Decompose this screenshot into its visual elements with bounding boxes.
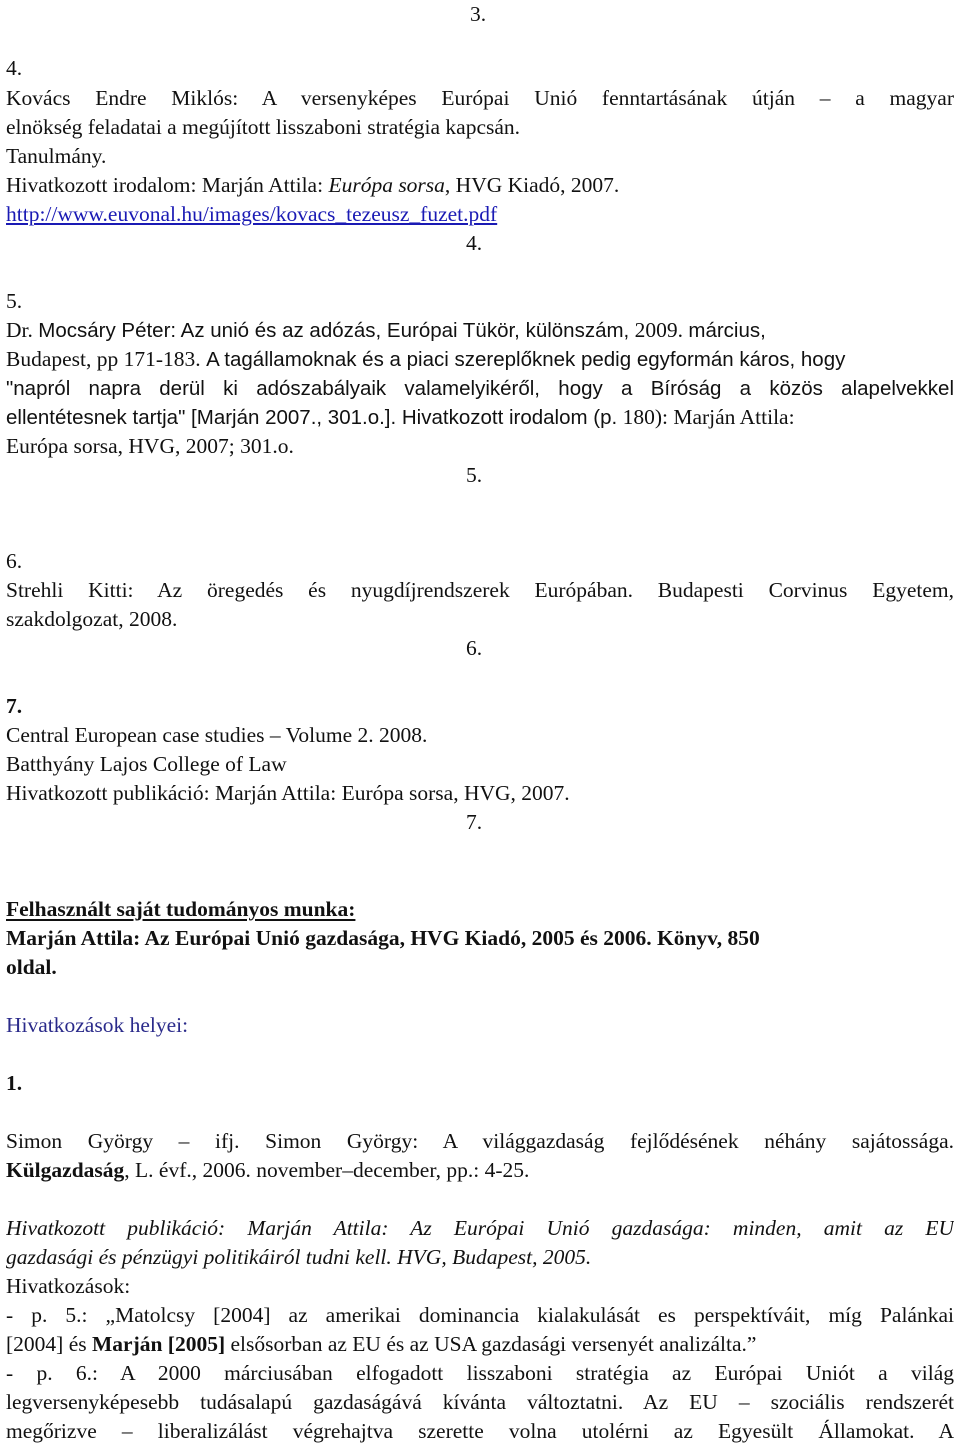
own-work-line-1: Marján Attila: Az Európai Unió gazdasága, HVG Kiadó, 2005 és 2006. Könyv, 850 (6, 926, 760, 950)
entry-5-line-1-year: 2009. (629, 318, 689, 342)
entry-4-line-1: Kovács Endre Miklós: A versenyképes Európai Unió fenntartásának útján – a magyar (6, 86, 954, 110)
citation-1-references-label: Hivatkozások: (6, 1274, 131, 1298)
citation-1-publication-line-2: gazdasági és pénzügyi politikáiról tudni kell. HVG, Budapest, 2005. (6, 1245, 592, 1269)
entry-4-reference-suffix: , HVG Kiadó, 2007. (444, 173, 620, 197)
entry-4-reference-prefix: Hivatkozott irodalom: Marján Attila: (6, 173, 329, 197)
entry-4-marker: 4. (466, 231, 483, 255)
entry-5-line-1-prefix: Dr. (6, 318, 39, 342)
reference-1-line-2-end: elsősorban az EU és az USA gazdasági versenyét analizálta.” (225, 1332, 757, 1356)
entry-7-number: 7. (6, 694, 23, 718)
citation-1-number: 1. (6, 1071, 23, 1095)
citations-heading: Hivatkozások helyei: (6, 1013, 189, 1037)
entry-5-line-1-suffix: március, (688, 319, 766, 342)
entry-6-number: 6. (6, 549, 23, 573)
page-number: 3. (470, 2, 487, 26)
entry-4-line-2: elnökség feladatai a megújított lisszaboni stratégia kapcsán. (6, 115, 521, 139)
entry-4-reference-title: Európa sorsa (328, 173, 445, 197)
entry-7-line-2: Batthyány Lajos College of Law (6, 752, 287, 776)
entry-4-reference (6, 171, 954, 200)
citation-1-line-1: Simon György – ifj. Simon György: A világgazdaság fejlődésének néhány sajátossága. (6, 1129, 954, 1153)
entry-5-line-4-quote: ellentétesnek tartja" [Marján 2007., 301.o.]. Hivatkozott irodalom (p. (6, 406, 618, 429)
entry-6-marker: 6. (466, 636, 483, 660)
entry-5-number: 5. (6, 289, 23, 313)
own-work-heading: Felhasznált saját tudományos munka: (6, 897, 356, 921)
entry-7-line-3: Hivatkozott publikáció: Marján Attila: Európa sorsa, HVG, 2007. (6, 781, 570, 805)
citation-1-details: , L. évf., 2006. november–december, pp.: 4-25. (124, 1158, 530, 1182)
entry-5-line-3: "napról napra derül ki adószabályaik valamelyikéről, hogy a Bíróság a közös alapelvekkel (6, 377, 954, 400)
entry-7-line-1: Central European case studies – Volume 2. 2008. (6, 723, 428, 747)
reference-2-line-1: - p. 6.: A 2000 márciusában elfogadott lisszaboni stratégia az Európai Uniót a világ (6, 1361, 954, 1385)
entry-4-line-3: Tanulmány. (6, 144, 107, 168)
reference-1-line-1: - p. 5.: „Matolcsy [2004] az amerikai dominancia kialakulását es perspektíváit, míg Palánkai (6, 1303, 954, 1327)
own-work-line-2: oldal. (6, 955, 57, 979)
reference-2-line-3: megőrizve – liberalizálást végrehajtva szerette volna utolérni az Egyesült Államokat. A (6, 1419, 954, 1443)
entry-5-marker: 5. (466, 463, 483, 487)
reference-2-line-2: legversenyképesebb tudásalapú gazdaságává kívánta változtatni. Az EU – szociális rendszerét (6, 1390, 954, 1414)
reference-1-author: Marján [2005] (91, 1332, 226, 1356)
entry-4-url-link[interactable]: http://www.euvonal.hu/images/kovacs_tezeusz_fuzet.pdf (6, 202, 498, 226)
reference-1-line-2 (6, 1330, 954, 1359)
entry-5-line-4-suffix: 180): Marján Attila: (617, 405, 795, 429)
entry-5-line-5: Európa sorsa, HVG, 2007; 301.o. (6, 434, 294, 458)
entry-5-line-2-quote: A tagállamoknak és a piaci szereplőknek pedig egyformán káros, hogy (206, 348, 846, 371)
citation-1-publication-line-1: Hivatkozott publikáció: Marján Attila: Az Európai Unió gazdasága: minden, amit az EU (6, 1216, 954, 1240)
citation-1-journal: Külgazdaság (6, 1158, 125, 1182)
entry-6-line-2: szakdolgozat, 2008. (6, 607, 178, 631)
entry-5-line-1 (6, 316, 954, 345)
entry-6-line-1: Strehli Kitti: Az öregedés és nyugdíjrendszerek Európában. Budapesti Corvinus Egyetem, (6, 578, 954, 602)
reference-1-line-2-start: [2004] és (6, 1332, 92, 1356)
citation-1-line-2 (6, 1156, 954, 1185)
entry-5-line-1-title: Mocsáry Péter: Az unió és az adózás, Európai Tükör, különszám, (38, 319, 630, 342)
entry-4-number: 4. (6, 56, 23, 80)
entry-5-line-2 (6, 345, 954, 374)
entry-5-line-4 (6, 403, 954, 432)
entry-5-line-2-prefix: Budapest, pp 171-183. (6, 347, 207, 371)
entry-7-marker: 7. (466, 810, 483, 834)
